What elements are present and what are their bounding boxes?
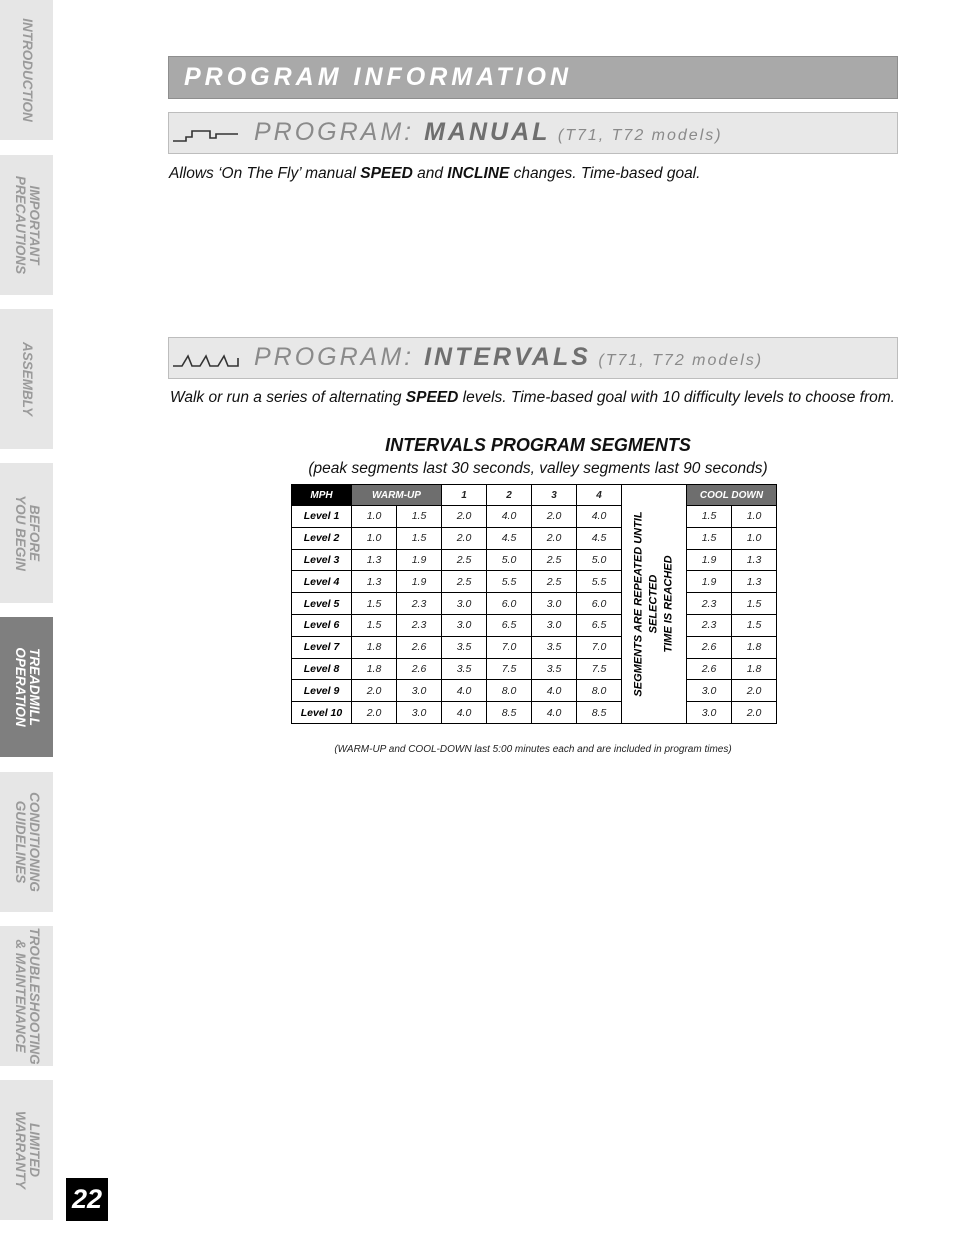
speed-value: 1.5 (687, 527, 732, 549)
speed-value: 1.8 (732, 636, 777, 658)
program-models: (T71, T72 models) (557, 127, 723, 144)
speed-value: 4.5 (487, 527, 532, 549)
speed-value: 4.5 (577, 527, 622, 549)
intervals-description (170, 389, 895, 407)
speed-value: 4.0 (577, 506, 622, 528)
manual-description (169, 165, 700, 183)
segment-4-header: 4 (577, 485, 622, 506)
speed-value: 1.5 (397, 527, 442, 549)
speed-value: 2.5 (442, 571, 487, 593)
table-subtitle: (peak segments last 30 seconds, valley segments last 90 seconds) (308, 460, 768, 477)
speed-value: 2.3 (397, 593, 442, 615)
speed-value: 5.0 (487, 549, 532, 571)
speed-value: 3.0 (687, 680, 732, 702)
desc-text: Walk or run a series of alternating (170, 389, 406, 406)
repeat-note: SEGMENTS ARE REPEATED UNTIL SELECTED TIME IS REACHED (632, 511, 675, 697)
level-label: Level 2 (292, 527, 352, 549)
speed-value: 4.0 (442, 680, 487, 702)
speed-value: 3.0 (442, 614, 487, 636)
table-row (292, 702, 777, 724)
tab-label: CONDITIONING GUIDELINES (12, 792, 42, 892)
speed-value: 1.9 (687, 549, 732, 571)
speed-value: 4.0 (442, 702, 487, 724)
speed-value: 6.0 (577, 593, 622, 615)
speed-value: 7.0 (487, 636, 532, 658)
mph-header: MPH (292, 485, 352, 506)
tab-conditioning-guidelines[interactable] (0, 772, 53, 912)
level-label: Level 1 (292, 506, 352, 528)
speed-value: 2.3 (687, 614, 732, 636)
table-row (292, 506, 777, 528)
speed-value: 2.0 (732, 702, 777, 724)
speed-value: 3.0 (442, 593, 487, 615)
manual-program-title (254, 118, 723, 147)
speed-value: 3.5 (532, 636, 577, 658)
tab-label: TREADMILL OPERATION (12, 647, 42, 727)
speed-value: 2.0 (532, 506, 577, 528)
speed-value: 1.8 (732, 658, 777, 680)
speed-value: 1.9 (687, 571, 732, 593)
speed-value: 1.0 (352, 527, 397, 549)
program-models: (T71, T72 models) (598, 352, 764, 369)
level-label: Level 3 (292, 549, 352, 571)
speed-value: 2.6 (397, 636, 442, 658)
level-label: Level 7 (292, 636, 352, 658)
speed-value: 2.5 (532, 571, 577, 593)
speed-value: 1.5 (732, 593, 777, 615)
table-row (292, 549, 777, 571)
speed-value: 1.3 (732, 549, 777, 571)
program-prefix: PROGRAM: (254, 118, 425, 146)
speed-value: 2.0 (442, 527, 487, 549)
speed-value: 1.5 (397, 506, 442, 528)
level-label: Level 9 (292, 680, 352, 702)
tab-before-you-begin[interactable] (0, 463, 53, 603)
tab-treadmill-operation[interactable] (0, 617, 53, 757)
section-banner (168, 56, 898, 99)
speed-value: 3.0 (532, 593, 577, 615)
speed-value: 4.0 (532, 680, 577, 702)
tab-label: ASSEMBLY (19, 341, 35, 416)
program-name: INTERVALS (424, 343, 591, 371)
tab-introduction[interactable] (0, 0, 53, 140)
desc-text: Allows ‘On The Fly’ manual (169, 165, 361, 182)
tab-limited-warranty[interactable] (0, 1080, 53, 1220)
speed-value: 1.5 (732, 614, 777, 636)
speed-value: 3.0 (532, 614, 577, 636)
table-row (292, 680, 777, 702)
speed-value: 1.0 (732, 506, 777, 528)
warmup-header: WARM-UP (352, 485, 442, 506)
speed-value: 2.3 (397, 614, 442, 636)
table-row (292, 527, 777, 549)
speed-value: 2.6 (687, 658, 732, 680)
desc-speed: SPEED (405, 389, 459, 406)
speed-value: 6.0 (487, 593, 532, 615)
level-label: Level 5 (292, 593, 352, 615)
speed-value: 8.5 (577, 702, 622, 724)
level-label: Level 8 (292, 658, 352, 680)
level-label: Level 10 (292, 702, 352, 724)
speed-value: 5.5 (577, 571, 622, 593)
intervals-segments-table (291, 484, 777, 724)
tab-troubleshooting-maintenance[interactable] (0, 926, 53, 1066)
speed-value: 5.0 (577, 549, 622, 571)
speed-value: 4.0 (532, 702, 577, 724)
tab-label: IMPORTANT PRECAUTIONS (12, 175, 42, 275)
speed-value: 1.8 (352, 636, 397, 658)
speed-value: 1.3 (352, 549, 397, 571)
table-row (292, 571, 777, 593)
speed-value: 2.6 (687, 636, 732, 658)
speed-value: 3.5 (532, 658, 577, 680)
speed-value: 3.5 (442, 658, 487, 680)
desc-text: and (412, 165, 448, 182)
intervals-profile-icon (172, 346, 242, 372)
manual-program-header (168, 112, 898, 154)
speed-value: 1.9 (397, 571, 442, 593)
speed-value: 2.0 (442, 506, 487, 528)
level-label: Level 4 (292, 571, 352, 593)
program-name: MANUAL (424, 118, 551, 146)
speed-value: 2.0 (352, 702, 397, 724)
speed-value: 3.0 (687, 702, 732, 724)
speed-value: 2.0 (732, 680, 777, 702)
table-row (292, 636, 777, 658)
table-title: INTERVALS PROGRAM SEGMENTS (385, 435, 691, 455)
section-title: PROGRAM INFORMATION (184, 63, 573, 91)
speed-value: 6.5 (577, 614, 622, 636)
desc-text: changes. Time-based goal. (509, 165, 701, 182)
cooldown-header: COOL DOWN (687, 485, 777, 506)
side-tab-navigation (0, 0, 53, 1235)
desc-text: levels. Time-based goal with 10 difficulty levels to choose from. (458, 389, 895, 406)
segment-3-header: 3 (532, 485, 577, 506)
speed-value: 5.5 (487, 571, 532, 593)
tab-label: INTRODUCTION (19, 18, 35, 122)
tab-label: LIMITED WARRANTY (12, 1111, 42, 1189)
speed-value: 3.0 (397, 702, 442, 724)
speed-value: 7.5 (577, 658, 622, 680)
speed-value: 3.0 (397, 680, 442, 702)
speed-value: 8.0 (577, 680, 622, 702)
tab-assembly[interactable] (0, 309, 53, 449)
speed-value: 2.0 (352, 680, 397, 702)
table-row (292, 658, 777, 680)
speed-value: 7.5 (487, 658, 532, 680)
tab-label: BEFORE YOU BEGIN (12, 495, 42, 571)
speed-value: 4.0 (487, 506, 532, 528)
desc-incline: INCLINE (447, 165, 510, 182)
speed-value: 1.3 (352, 571, 397, 593)
speed-value: 6.5 (487, 614, 532, 636)
speed-value: 2.3 (687, 593, 732, 615)
repeat-note-cell (622, 485, 687, 724)
speed-value: 1.5 (687, 506, 732, 528)
page-number: 22 (66, 1178, 108, 1221)
speed-value: 1.5 (352, 593, 397, 615)
speed-value: 1.5 (352, 614, 397, 636)
manual-profile-icon (172, 121, 242, 147)
desc-speed: SPEED (360, 165, 413, 182)
speed-value: 1.3 (732, 571, 777, 593)
speed-value: 2.5 (442, 549, 487, 571)
speed-value: 3.5 (442, 636, 487, 658)
speed-value: 1.0 (732, 527, 777, 549)
speed-value: 8.0 (487, 680, 532, 702)
speed-value: 2.6 (397, 658, 442, 680)
speed-value: 1.0 (352, 506, 397, 528)
table-footnote: (WARM-UP and COOL-DOWN last 5:00 minutes each and are included in program times) (334, 744, 732, 755)
tab-label: TROUBLESHOOTING & MAINTENANCE (12, 927, 42, 1065)
speed-value: 7.0 (577, 636, 622, 658)
program-prefix: PROGRAM: (254, 343, 425, 371)
table-header-row (292, 485, 777, 506)
speed-value: 2.5 (532, 549, 577, 571)
speed-value: 1.9 (397, 549, 442, 571)
table-row (292, 614, 777, 636)
intervals-program-title (254, 343, 763, 372)
segment-2-header: 2 (487, 485, 532, 506)
speed-value: 2.0 (532, 527, 577, 549)
table-row (292, 593, 777, 615)
intervals-program-header (168, 337, 898, 379)
speed-value: 8.5 (487, 702, 532, 724)
segment-1-header: 1 (442, 485, 487, 506)
tab-important-precautions[interactable] (0, 155, 53, 295)
level-label: Level 6 (292, 614, 352, 636)
speed-value: 1.8 (352, 658, 397, 680)
